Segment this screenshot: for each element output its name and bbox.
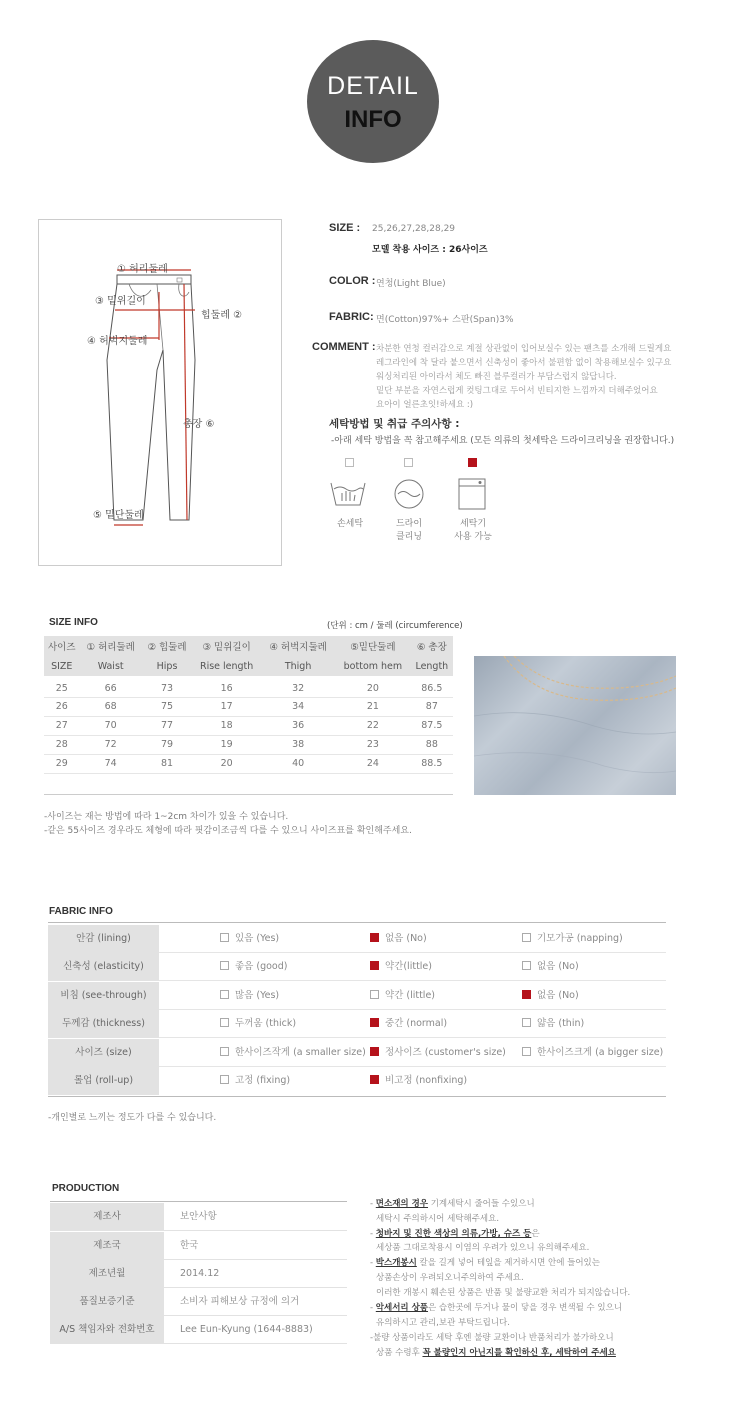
- badge-line2: INFO: [344, 106, 402, 133]
- table-cell: 81: [142, 754, 192, 773]
- table-cell: 68: [80, 697, 142, 716]
- checkbox: [522, 1047, 531, 1056]
- table-cell: 26: [44, 697, 80, 716]
- care-line: 이러한 개봉시 훼손된 상품은 반품 및 불량교환 처리가 되지않습니다.: [376, 1288, 631, 1298]
- table-row: [44, 735, 453, 754]
- production-head: 제조년월: [50, 1260, 164, 1288]
- label-rise: ③ 밑위길이: [95, 296, 146, 307]
- fabric-stitch-texture: [474, 656, 676, 795]
- wash-label-dry: 드라이 클리닝: [395, 519, 423, 542]
- fabric-option: 얇음 (thin): [522, 1010, 584, 1038]
- production-row: [50, 1203, 347, 1231]
- wash-note: -아래 세탁 방법을 꼭 참고해주세요 (모든 의류의 첫세탁은 드라이크리닝을 권장합니다.): [331, 436, 675, 446]
- checkbox: [220, 933, 229, 942]
- care-line: - 면소재의 경우 기계세탁시 줄어들 수있으니: [370, 1199, 535, 1209]
- badge-line1: DETAIL: [327, 72, 419, 100]
- wash-label-hand: 손세탁: [336, 519, 364, 529]
- table-cell: 86.5: [411, 676, 453, 697]
- wash-label-machine: 세탁기 사용 가능: [454, 519, 492, 542]
- dry-cleaning-icon: [392, 477, 426, 511]
- checkbox: [370, 990, 379, 999]
- production-title: PRODUCTION: [52, 1183, 120, 1194]
- table-cell: 73: [142, 676, 192, 697]
- size-value: 25,26,27,28,28,29: [372, 224, 456, 234]
- production-row: [50, 1260, 347, 1288]
- table-cell: 70: [80, 716, 142, 735]
- production-top-rule: [50, 1201, 347, 1202]
- col-header: Length: [411, 656, 453, 676]
- fabric-label: FABRIC:: [329, 311, 374, 323]
- table-row: [44, 754, 453, 773]
- table-cell: 22: [335, 716, 411, 735]
- table-cell: 18: [192, 716, 261, 735]
- comment-label: COMMENT :: [312, 341, 376, 353]
- fabric-option: 두꺼움 (thick): [220, 1010, 296, 1038]
- table-cell: 87: [411, 697, 453, 716]
- table-row: [44, 716, 453, 735]
- table-cell: 20: [335, 676, 411, 697]
- care-line: 세탁시 주의하시어 세탁해주세요.: [376, 1214, 500, 1224]
- fabric-row-head: 두께감 (thickness): [48, 1010, 159, 1038]
- fabric-table-top-rule: [48, 922, 666, 923]
- label-hem: ⑤ 밑단둘레: [93, 510, 144, 521]
- table-cell: 29: [44, 754, 80, 773]
- col-header: ② 힙둘레: [142, 636, 192, 656]
- care-line: -불량 상품이라도 세탁 후엔 불량 교환이나 반품처리가 불가하오니: [370, 1333, 614, 1343]
- col-header: Hips: [142, 656, 192, 676]
- fabric-closeup-photo: [474, 656, 676, 795]
- col-header: Rise length: [192, 656, 261, 676]
- checkbox-checked: [522, 990, 531, 999]
- comment-line: 레그라인에 착 달라 붙으면서 신축성이 좋아서 불편함 없이 착용해보실수 있구요: [376, 358, 672, 368]
- table-cell: 87.5: [411, 716, 453, 735]
- table-cell: 16: [192, 676, 261, 697]
- production-head: 제조국: [50, 1232, 164, 1260]
- fabric-option: 없음 (No): [522, 982, 579, 1010]
- table-cell: 40: [261, 754, 335, 773]
- table-cell: 25: [44, 676, 80, 697]
- table-cell: 79: [142, 735, 192, 754]
- col-header: bottom hem: [335, 656, 411, 676]
- pants-measurement-diagram: [38, 219, 282, 566]
- col-header: ④ 허벅지둘레: [261, 636, 335, 656]
- production-head: A/S 책임자와 전화번호: [50, 1316, 164, 1344]
- fabric-row-rollup: [48, 1067, 666, 1095]
- size-label: SIZE :: [329, 222, 361, 234]
- size-note: -사이즈는 재는 방법에 따라 1~2cm 차이가 있을 수 있습니다.: [44, 812, 289, 822]
- table-cell: 88.5: [411, 754, 453, 773]
- checkbox: [220, 1018, 229, 1027]
- model-size: 모델 착용 사이즈 : 26사이즈: [372, 245, 488, 255]
- table-cell: 24: [335, 754, 411, 773]
- production-head: 제조사: [50, 1203, 164, 1231]
- table-cell: 27: [44, 716, 80, 735]
- label-thigh: ④ 허벅지둘레: [87, 336, 148, 347]
- fabric-row-thickness: [48, 1010, 666, 1038]
- checkbox-checked: [370, 1075, 379, 1084]
- color-label: COLOR :: [329, 275, 376, 287]
- table-cell: 17: [192, 697, 261, 716]
- fabric-row-head: 신축성 (elasticity): [48, 953, 159, 981]
- checkbox: [522, 961, 531, 970]
- col-header: ⑥ 총장: [411, 636, 453, 656]
- col-header: ③ 밑위길이: [192, 636, 261, 656]
- table-row: [44, 676, 453, 697]
- table-row: [44, 697, 453, 716]
- fabric-row-head: 안감 (lining): [48, 925, 159, 953]
- fabric-info-title: FABRIC INFO: [49, 906, 113, 917]
- fabric-option: 비고정 (nonfixing): [370, 1067, 467, 1095]
- comment-line: 워싱처리된 아이라서 체도 빠진 블루컬러가 부담스럽지 않답니다.: [376, 372, 617, 382]
- table-cell: 34: [261, 697, 335, 716]
- washing-machine-icon: [457, 477, 487, 511]
- fabric-row-see-through: [48, 982, 666, 1010]
- wash-check-machine: [468, 458, 477, 467]
- fabric-option: 기모가공 (napping): [522, 925, 623, 953]
- care-line: 유의하시고 관리,보관 부탁드립니다.: [376, 1318, 510, 1328]
- col-header: ① 허리둘레: [80, 636, 142, 656]
- production-value: 한국: [180, 1240, 199, 1251]
- table-cell: 75: [142, 697, 192, 716]
- col-header: ⑤밑단둘레: [335, 636, 411, 656]
- checkbox: [220, 1047, 229, 1056]
- care-line: 상품 수령후 꼭 불량인지 아닌지를 확인하신 후, 세탁하여 주세요: [376, 1348, 616, 1358]
- checkbox-checked: [370, 1018, 379, 1027]
- fabric-option: 정사이즈 (customer's size): [370, 1039, 506, 1067]
- table-cell: 32: [261, 676, 335, 697]
- size-table-header-ko: [44, 636, 453, 656]
- care-line: - 악세서리 상품은 습한곳에 두거나 물이 닿을 경우 변색될 수 있으니: [370, 1303, 623, 1313]
- production-row: [50, 1316, 347, 1344]
- size-note: -같은 55사이즈 경우라도 체형에 따라 핏감이조금씩 다를 수 있으니 사이즈표를 확인해주세요.: [44, 826, 412, 836]
- size-table: [44, 636, 453, 774]
- label-length: 총장 ⑥: [183, 419, 215, 430]
- label-waist: ① 허리둘레: [117, 264, 168, 275]
- table-cell: 20: [192, 754, 261, 773]
- table-cell: 23: [335, 735, 411, 754]
- care-line: - 청바지 및 진한 색상의 의류,가방, 슈즈 등은: [370, 1229, 540, 1239]
- table-cell: 72: [80, 735, 142, 754]
- size-table-bottom-rule: [44, 794, 453, 795]
- fabric-table-bottom-rule: [48, 1096, 666, 1097]
- care-line: 상품손상이 우려되오니주의하여 주세요.: [376, 1273, 524, 1283]
- fabric-option: 한사이즈작게 (a smaller size): [220, 1039, 366, 1067]
- fabric-option: 많음 (Yes): [220, 982, 279, 1010]
- checkbox: [220, 961, 229, 970]
- col-header: Waist: [80, 656, 142, 676]
- hand-wash-icon: [328, 477, 368, 507]
- care-line: - 박스개봉시 칼을 길게 넣어 테잎을 제거하시면 안에 들어있는: [370, 1258, 600, 1268]
- size-info-title: SIZE INFO: [49, 617, 98, 628]
- checkbox-checked: [370, 933, 379, 942]
- comment-line: 밑단 부분을 자연스럽게 컷팅그대로 두어서 빈티지한 느낌까지 더해주었어요: [376, 386, 658, 396]
- unit-note: (단위 : cm / 둘레 (circumference): [327, 621, 463, 631]
- production-value: 보안사항: [180, 1211, 217, 1222]
- table-cell: 21: [335, 697, 411, 716]
- table-cell: 74: [80, 754, 142, 773]
- fabric-row-head: 롤업 (roll-up): [48, 1067, 159, 1095]
- checkbox: [522, 1018, 531, 1027]
- production-row: [50, 1288, 347, 1316]
- size-table-header-en: [44, 656, 453, 676]
- fabric-row-elasticity: [48, 953, 666, 981]
- checkbox: [522, 933, 531, 942]
- checkbox: [220, 990, 229, 999]
- wash-check-dry: [404, 458, 413, 467]
- production-value: Lee Eun-Kyung (1644-8883): [180, 1324, 313, 1335]
- col-header: 사이즈: [44, 636, 80, 656]
- production-value: 2014.12: [180, 1268, 220, 1279]
- fabric-option: 약간(little): [370, 953, 432, 981]
- detail-info-badge: [307, 40, 439, 163]
- fabric-row-lining: [48, 925, 666, 953]
- fabric-option: 고정 (fixing): [220, 1067, 290, 1095]
- table-cell: 88: [411, 735, 453, 754]
- fabric-option: 중간 (normal): [370, 1010, 447, 1038]
- fabric-option: 약간 (little): [370, 982, 435, 1010]
- table-cell: 77: [142, 716, 192, 735]
- production-row: [50, 1232, 347, 1260]
- fabric-row-size: [48, 1039, 666, 1067]
- table-cell: 36: [261, 716, 335, 735]
- table-cell: 19: [192, 735, 261, 754]
- comment-line: 요아이 얼른초잇!하세요 :): [376, 400, 474, 410]
- fabric-option: 없음 (No): [522, 953, 579, 981]
- checkbox: [220, 1075, 229, 1084]
- col-header: Thigh: [261, 656, 335, 676]
- table-cell: 38: [261, 735, 335, 754]
- wash-title: 세탁방법 및 취급 주의사항 :: [329, 418, 460, 430]
- table-cell: 66: [80, 676, 142, 697]
- fabric-option: 좋음 (good): [220, 953, 287, 981]
- production-head: 품질보증기준: [50, 1288, 164, 1316]
- checkbox-checked: [370, 1047, 379, 1056]
- production-value: 소비자 피해보상 규정에 의거: [180, 1296, 300, 1307]
- table-cell: 28: [44, 735, 80, 754]
- comment-line: 차분한 연청 컬러감으로 계절 상관없이 입어보실수 있는 팬츠를 소개해 드릴게요: [376, 344, 672, 354]
- label-hip: 힙둘레 ②: [201, 310, 243, 321]
- color-value: 연청(Light Blue): [376, 279, 446, 289]
- fabric-row-head: 비침 (see-through): [48, 982, 159, 1010]
- fabric-option: 없음 (No): [370, 925, 427, 953]
- fabric-row-head: 사이즈 (size): [48, 1039, 159, 1067]
- col-header: SIZE: [44, 656, 80, 676]
- care-line: 세상품 그대로착용시 이염의 우려가 있으니 유의해주세요.: [376, 1243, 590, 1253]
- fabric-value: 면(Cotton)97%+ 스판(Span)3%: [376, 315, 514, 325]
- fabric-option: 있음 (Yes): [220, 925, 279, 953]
- fabric-note: -개인별로 느끼는 정도가 다를 수 있습니다.: [48, 1113, 217, 1123]
- fabric-option: 한사이즈크게 (a bigger size): [522, 1039, 663, 1067]
- checkbox-checked: [370, 961, 379, 970]
- wash-check-hand: [345, 458, 354, 467]
